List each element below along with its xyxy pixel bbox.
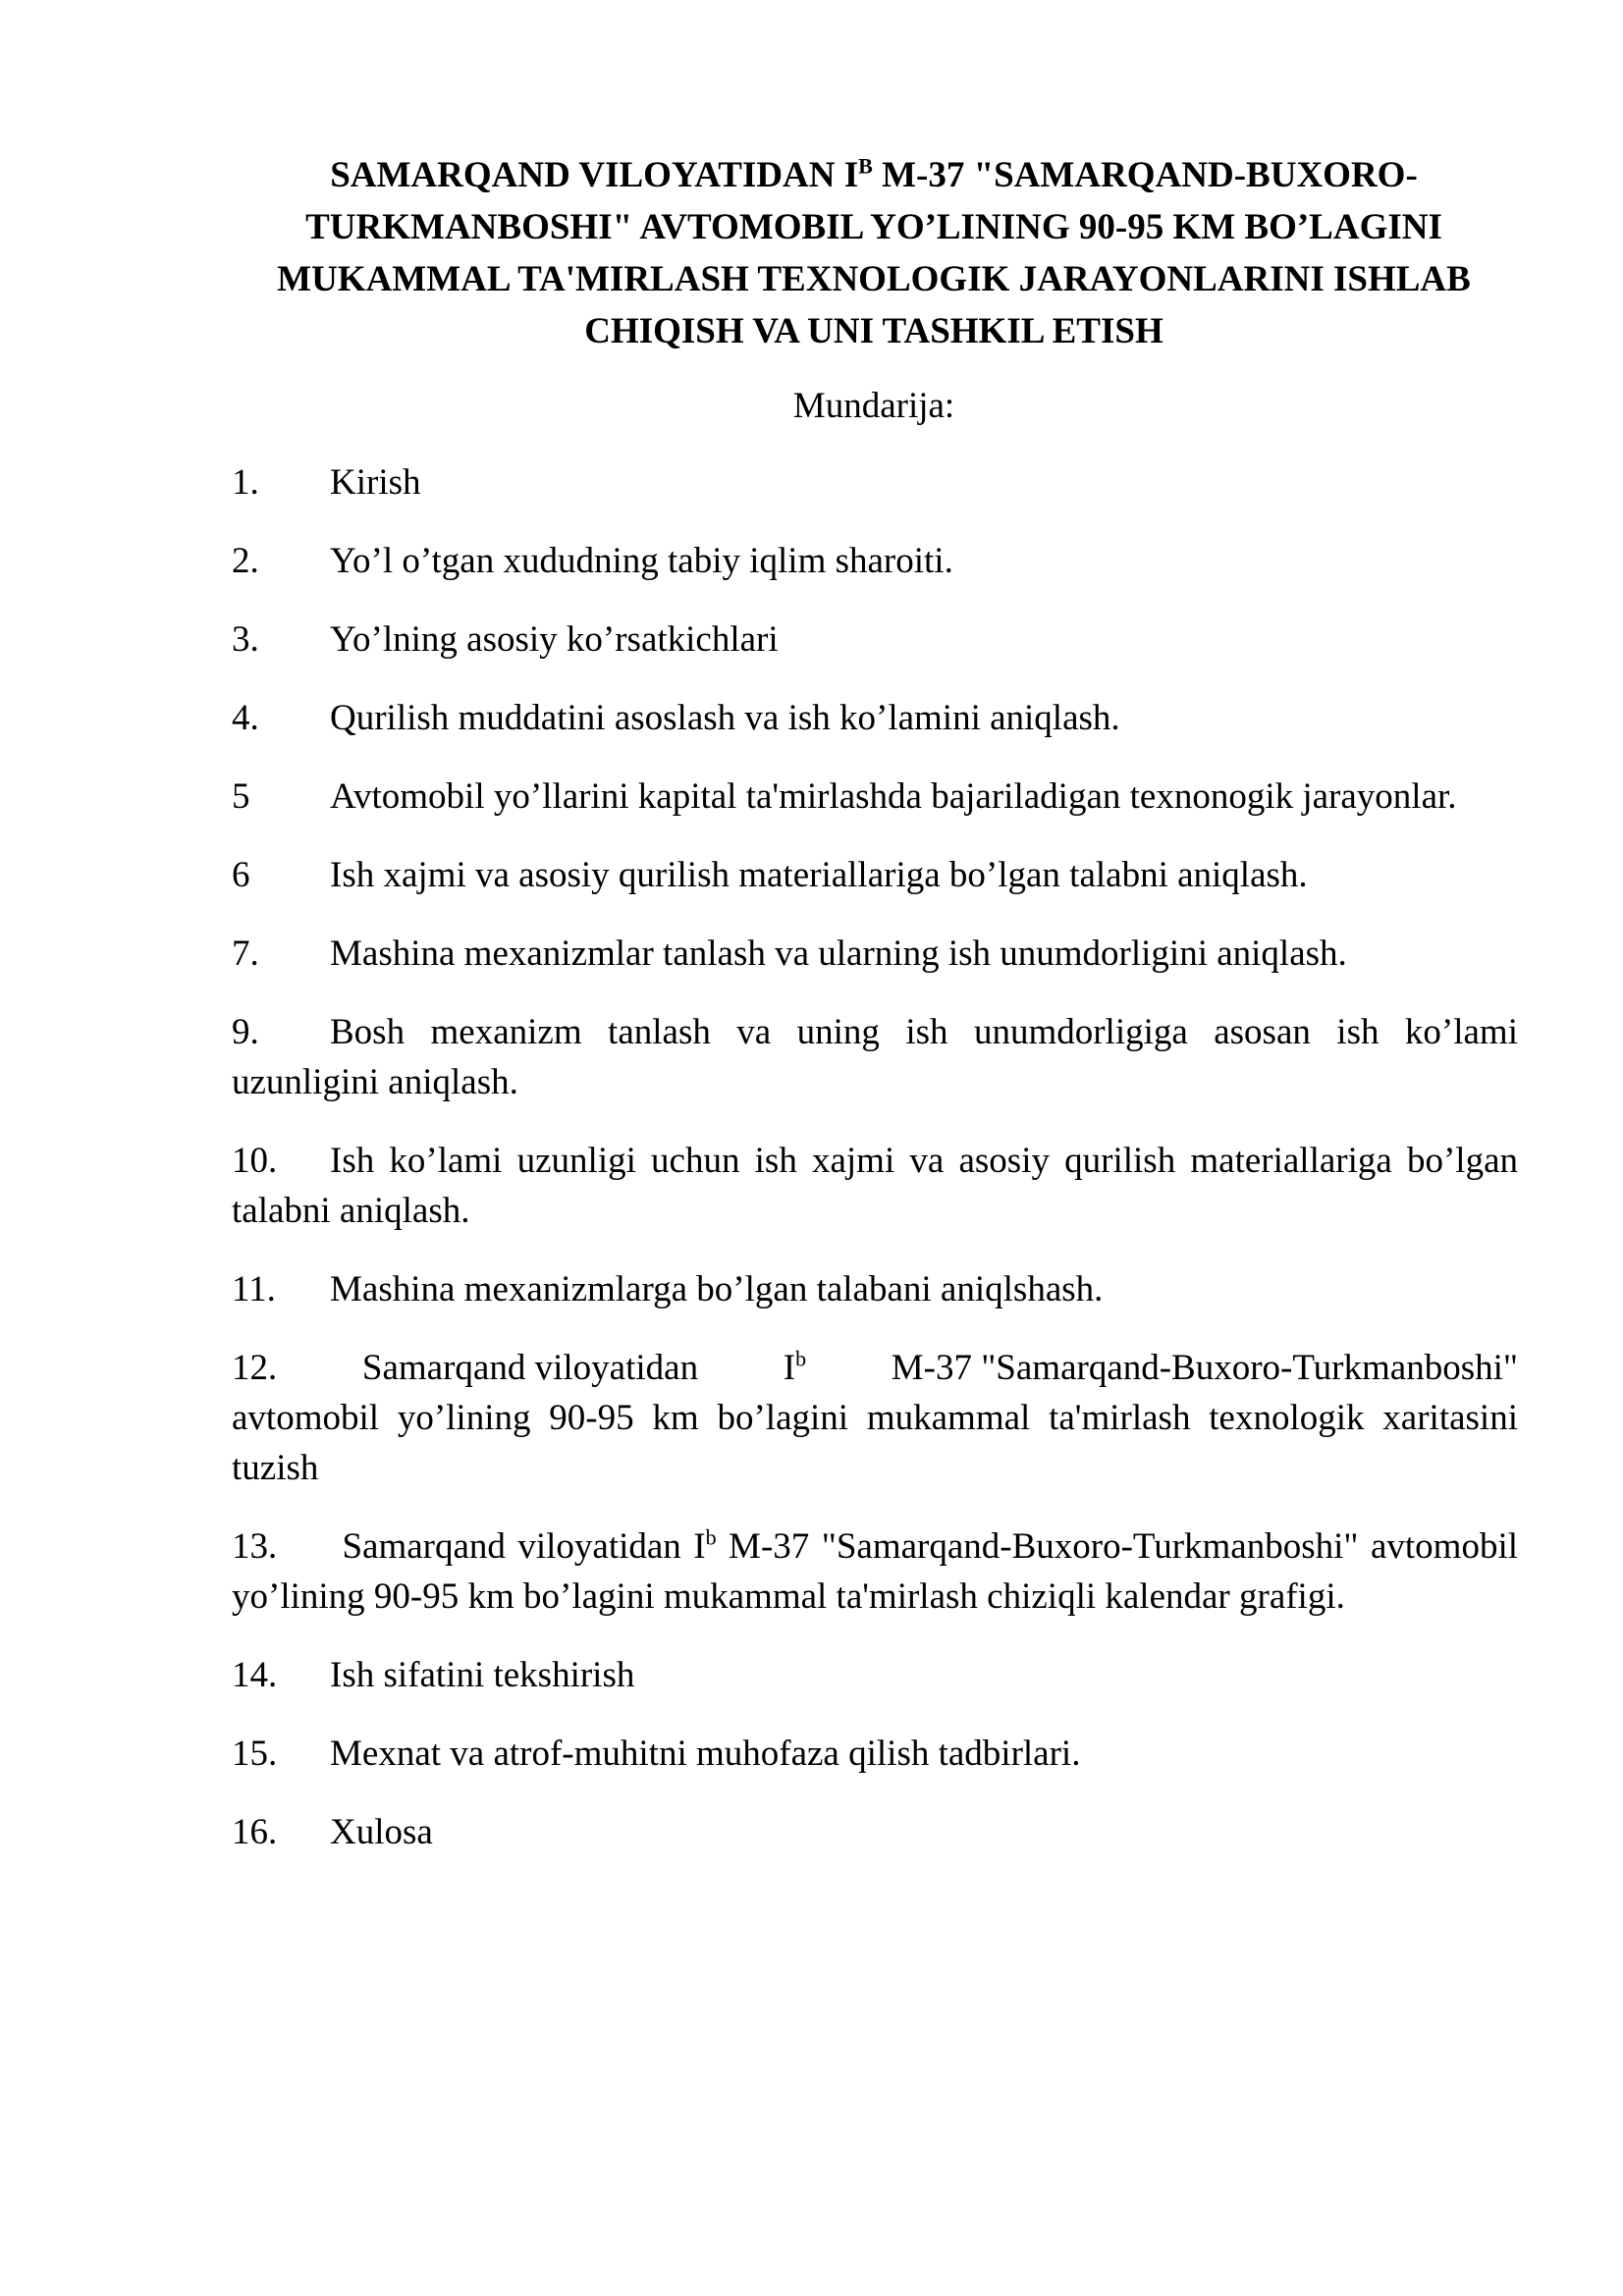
toc-item-number: 11.	[232, 1269, 276, 1309]
toc-item-text: Mashina mexanizmlarga bo’lgan talabani aniqlshash.	[330, 1269, 1104, 1309]
toc-item-continuation: avtomobil yo’lining 90-95 km bo’lagini mukammal ta'mirlash texnologik xaritasini tuzish	[232, 1398, 1518, 1488]
toc-item	[232, 1136, 1518, 1236]
toc-item-number: 10.	[232, 1141, 278, 1181]
toc-item-number: 3.	[232, 619, 259, 660]
toc-heading: Mundarija:	[792, 386, 955, 426]
toc-item-text: M-37 "Samarqand-Buxoro-Turkmanboshi"	[891, 1348, 1518, 1388]
toc-item-text: Xulosa	[330, 1812, 433, 1852]
toc-item-text: Ish xajmi va asosiy qurilish materiallariga bo’lgan talabni aniqlash.	[330, 855, 1308, 895]
toc-item	[232, 1807, 1518, 1857]
toc-item-text: Yo’lning asosiy ko’rsatkichlari	[330, 619, 779, 660]
toc-item	[232, 1007, 1518, 1107]
toc-item	[232, 457, 1518, 507]
document-title	[226, 149, 1522, 357]
toc-item	[232, 1650, 1518, 1700]
toc-item	[232, 1729, 1518, 1779]
toc-item-number: 2.	[232, 541, 259, 581]
toc-item-text: Ish sifatini tekshirish	[330, 1655, 635, 1695]
toc-item-text: Avtomobil yo’llarini kapital ta'mirlashda bajariladigan texnonogik jarayonlar.	[330, 776, 1457, 817]
toc-item	[232, 1522, 1518, 1622]
toc-item	[232, 772, 1518, 822]
toc-item-text: Samarqand viloyatidan I	[330, 1526, 706, 1567]
toc-item-road-class: $I^b$	[783, 1346, 807, 1388]
toc-item-text: Mashina mexanizmlar tanlash va ularning ish unumdorligini aniqlash.	[330, 934, 1347, 974]
toc-item	[232, 850, 1518, 900]
toc-item-number: 4.	[232, 698, 259, 738]
toc-item-text: Ish ko’lami uzunligi uchun ish xajmi va asosiy qurilish materiallariga bo’lgan talabni aniqlash.	[232, 1141, 1518, 1231]
toc-item-superscript: b	[705, 1524, 717, 1550]
toc-item-superscript: b	[795, 1346, 807, 1371]
title-text-part1: SAMARQAND VILOYATIDAN I	[330, 155, 859, 195]
title-text-part2: M-37 "SAMARQAND-BUXORO-TURKMANBOSHI" AVTOMOBIL YO’LINING 90-95 KM BO’LAGINI MUKAMMAL TA'MIRLASH TEXNOLOGIK JARAYONLARINI ISHLAB CHIQISH VA UNI TASHKIL ETISH	[277, 155, 1471, 351]
toc-item-text: M-37 "Samarqand-Buxoro-Turkmanboshi" avtomobil yo’lining 90-95 km bo’lagini mukammal ta'mirlash chiziqli kalendar grafigi.	[232, 1526, 1519, 1617]
toc-item-number: 14.	[232, 1655, 278, 1695]
toc-item-number: 6	[232, 855, 250, 895]
toc-item-text: Qurilish muddatini asoslash va ish ko’lamini aniqlash.	[330, 698, 1120, 738]
toc-item-text: Samarqand viloyatidan	[361, 1348, 699, 1388]
toc-item	[232, 1343, 1518, 1493]
toc-item-number: 13.	[232, 1526, 278, 1567]
table-of-contents	[232, 457, 1518, 1886]
toc-item	[232, 1264, 1518, 1314]
toc-item-number: 15.	[232, 1734, 278, 1774]
toc-item	[232, 614, 1518, 665]
toc-item-number: 9.	[232, 1012, 259, 1052]
toc-item-number: 7.	[232, 934, 259, 974]
toc-item	[232, 536, 1518, 586]
toc-item	[232, 929, 1518, 979]
toc-item-number: 1.	[232, 462, 259, 503]
toc-item-number: 12.	[232, 1348, 278, 1388]
title-superscript: B	[858, 153, 873, 179]
toc-item-text: Kirish	[330, 462, 421, 503]
toc-item-text: Yo’l o’tgan xududning tabiy iqlim sharoiti.	[330, 541, 953, 581]
toc-item	[232, 693, 1518, 743]
toc-item-number: 5	[232, 776, 250, 817]
toc-item-text: Mexnat va atrof-muhitni muhofaza qilish tadbirlari.	[330, 1734, 1081, 1774]
toc-item-first-line	[232, 1343, 1518, 1393]
toc-item-text: Bosh mexanizm tanlash va uning ish unumdorligiga asosan ish ko’lami uzunligini aniqlash.	[232, 1012, 1518, 1102]
toc-item-number: 16.	[232, 1812, 278, 1852]
